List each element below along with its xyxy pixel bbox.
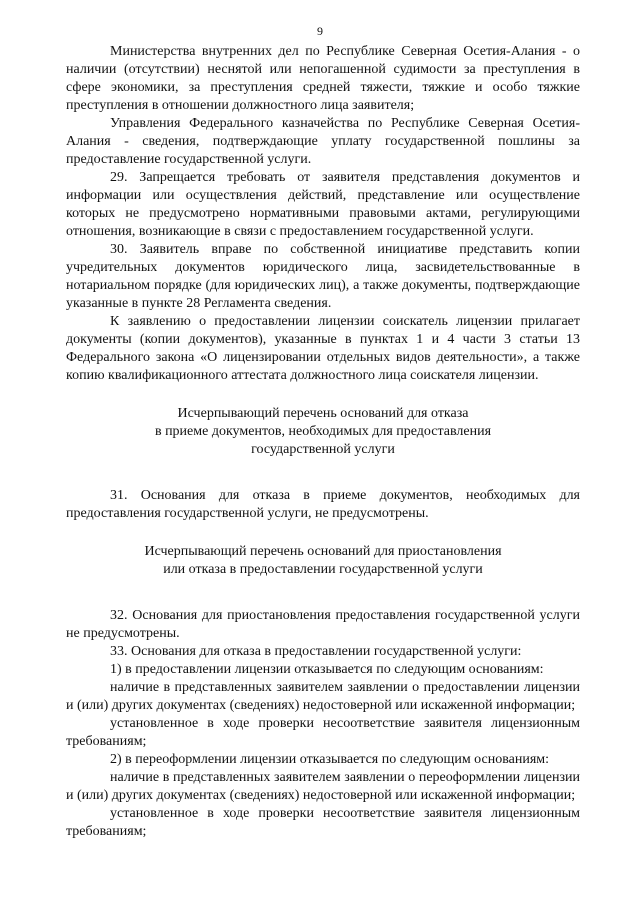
page-content bbox=[66, 43, 580, 841]
paragraph-mvd: Министерства внутренних дел по Республике Северная Осетия-Алания - о наличии (отсутствии) неснятой или непогашенной судимости за преступления в сфере экономики, за преступления средней тяжести, тяжкие и особо тяжкие преступления в отношении должностного лица заявителя; bbox=[66, 44, 580, 113]
list-item-1: 1) в предоставлении лицензии отказывается по следующим основаниям: bbox=[110, 662, 544, 677]
heading-line: Исчерпывающий перечень оснований для отказа bbox=[177, 406, 469, 421]
paragraph-attachments: К заявлению о предоставлении лицензии соискатель лицензии прилагает документы (копии документов), указанные в пунктах 1 и 4 части 3 статьи 13 Федерального закона «О лицензировании отдельных видов деятельности», а также копию квалификационного аттестата должностного лица соискателя лицензии. bbox=[66, 314, 580, 383]
paragraph-31: 31. Основания для отказа в приеме документов, необходимых для предоставления государственной услуги, не предусмотрены. bbox=[66, 488, 580, 521]
heading-line: государственной услуги bbox=[251, 442, 395, 457]
heading-line: в приеме документов, необходимых для предоставления bbox=[154, 424, 492, 439]
paragraph-ufk: Управления Федерального казначейства по Республике Северная Осетия-Алания - сведения, подтверждающие уплату государственной пошлины за предоставление государственной услуги. bbox=[66, 116, 580, 167]
paragraph-30: 30. Заявитель вправе по собственной инициативе представить копии учредительных документов юридического лица, засвидетельствованные в нотариальном порядке (для юридических лиц), а также документы, подтверждающие указанные в пункте 28 Регламента сведения. bbox=[66, 242, 580, 311]
section-heading-refusal-acceptance bbox=[66, 405, 580, 459]
heading-line: или отказа в предоставлении государственной услуги bbox=[163, 562, 483, 577]
paragraph-32: 32. Основания для приостановления предоставления государственной услуги не предусмотрены. bbox=[66, 608, 580, 641]
page-number: 9 bbox=[317, 24, 323, 38]
section-heading-suspension-refusal bbox=[66, 543, 580, 579]
list-subitem: установленное в ходе проверки несоответствие заявителя лицензионным требованиям; bbox=[66, 716, 580, 749]
paragraph-33: 33. Основания для отказа в предоставлении государственной услуги: bbox=[110, 644, 522, 659]
list-subitem: наличие в представленных заявителем заявлении о предоставлении лицензии и (или) других документах (сведениях) недостоверной или искаженной информации; bbox=[66, 680, 580, 713]
list-subitem: установленное в ходе проверки несоответствие заявителя лицензионным требованиям; bbox=[66, 806, 580, 839]
heading-line: Исчерпывающий перечень оснований для приостановления bbox=[144, 544, 502, 559]
paragraph-29: 29. Запрещается требовать от заявителя представления документов и информации или осуществления действий, представление или осуществление которых не предусмотрено нормативными правовыми актами, регулирующими отношения, возникающие в связи с предоставлением государственной услуги. bbox=[66, 170, 580, 239]
list-item-2: 2) в переоформлении лицензии отказывается по следующим основаниям: bbox=[110, 752, 550, 767]
list-subitem: наличие в представленных заявителем заявлении о переоформлении лицензии и (или) других документах (сведениях) недостоверной или искаженной информации; bbox=[66, 770, 580, 803]
